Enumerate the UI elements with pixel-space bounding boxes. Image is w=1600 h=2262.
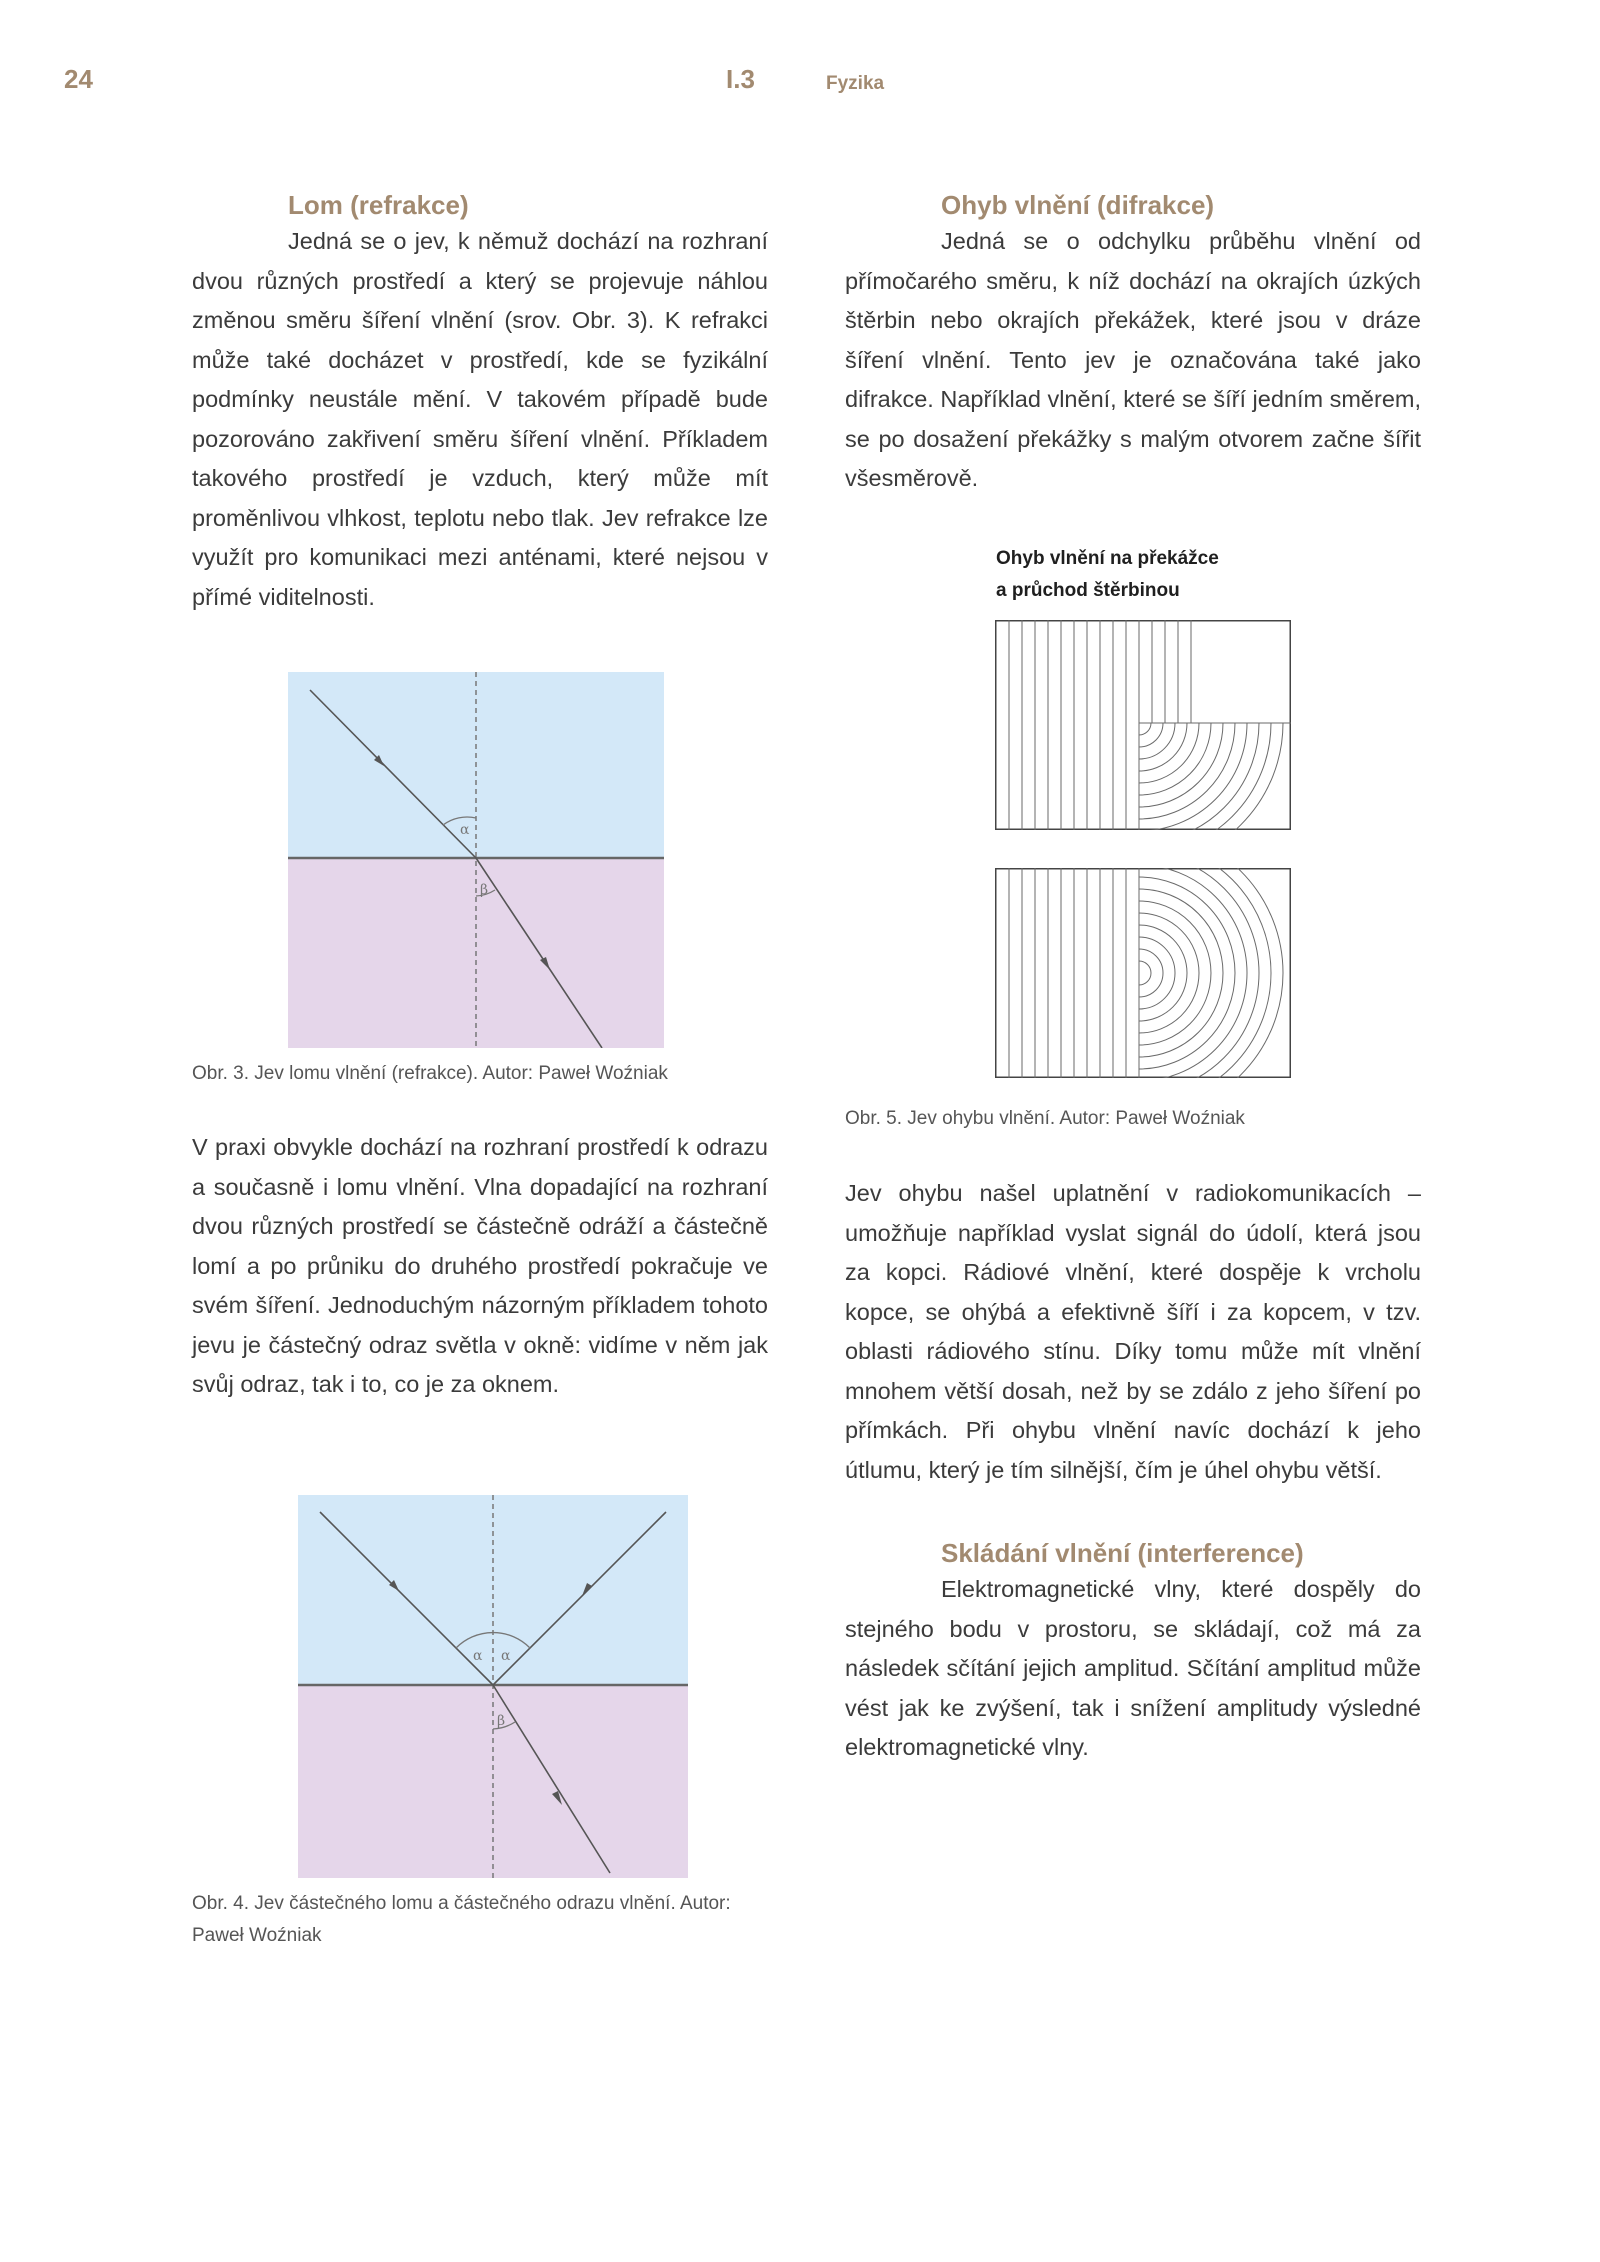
page-number: 24 xyxy=(64,64,93,94)
refraction-paragraph: Jedná se o jev, k němuž dochází na rozhraní dvou různých prostředí a který se projevuje náhlou změnou směru šíření vlnění (srov. Obr. 3). K refrakci může také docházet v prostředí, kde se fyzikální podmínky neustále mění. V takovém případě bude pozorováno zakřivení směru šíření vlnění. Příkladem takového prostředí je vzduch, který může mít proměnlivou vlhkost, teplotu nebo tlak. Jev refrakce lze využít pro komunikaci mezi anténami, které nejsou v přímé viditelnosti. xyxy=(192,228,768,610)
figure-3-caption: Obr. 3. Jev lomu vlnění (refrakce). Autor: Paweł Woźniak xyxy=(192,1063,668,1084)
interference-paragraph: Elektromagnetické vlny, které dospěly do stejného bodu v prostoru, se skládají, což má za následek sčítání jejich amplitud. Sčítání amplitud může vést jak ke zvýšení, tak i snížení amplitudy výsledné elektromagnetické vlny. xyxy=(845,1576,1421,1760)
figure-5-title-line-1: Ohyb vlnění na překážce xyxy=(996,548,1219,569)
figure-4-caption: Obr. 4. Jev částečného lomu a částečného odrazu vlnění. Autor: Paweł Woźniak xyxy=(192,1893,731,1946)
figure-5-caption: Obr. 5. Jev ohybu vlnění. Autor: Paweł Woźniak xyxy=(845,1108,1245,1129)
alpha-right-label: α xyxy=(501,1648,511,1664)
radio-section xyxy=(845,1174,1421,1490)
figure-5-obstacle xyxy=(995,620,1291,830)
figure-5-slit xyxy=(995,868,1291,1078)
practice-section xyxy=(192,1128,768,1405)
interference-title: Skládání vlnění (interference) xyxy=(941,1538,1304,1568)
refraction-section xyxy=(192,188,768,617)
figure-5-title xyxy=(996,543,1219,607)
figure-3-refraction xyxy=(288,672,664,1048)
figure-5-title-line-2: a průchod štěrbinou xyxy=(996,580,1180,601)
alpha-left-label: α xyxy=(473,1648,483,1664)
subject-label: Fyzika xyxy=(826,73,885,94)
diffraction-obstacle-diagram xyxy=(995,620,1291,830)
interference-section xyxy=(845,1536,1421,1768)
refraction-title: Lom (refrakce) xyxy=(288,190,469,220)
beta-label: β xyxy=(497,1713,506,1729)
practice-paragraph: V praxi obvykle dochází na rozhraní prostředí k odrazu a současně i lomu vlnění. Vlna dopadající na rozhraní dvou různých prostředí se částečně odráží a částečně lomí a po průniku do druhého prostředí pokračuje ve svém šíření. Jednoduchým názorným příkladem tohoto jevu je částečný odraz světla v okně: vidíme v něm jak svůj odraz, tak i to, co je za oknem. xyxy=(192,1134,768,1397)
section-number: I.3 xyxy=(726,64,755,94)
figure-4-reflection-refraction xyxy=(298,1495,688,1878)
beta-label: β xyxy=(480,882,489,898)
diffraction-slit-diagram xyxy=(995,868,1291,1078)
radio-paragraph: Jev ohybu našel uplatnění v radiokomunikacích – umožňuje například vyslat signál do údolí, která jsou za kopci. Rádiové vlnění, které dospěje k vrcholu kopce, se ohýbá a efektivně šíří i za kopcem, v tzv. oblasti rádiového stínu. Díky tomu může mít vlnění mnohem větší dosah, než by se zdálo z jeho šíření po přímkách. Při ohybu vlnění navíc dochází k jeho útlumu, který je tím silnější, čím je úhel ohybu větší. xyxy=(845,1180,1421,1483)
diffraction-title: Ohyb vlnění (difrakce) xyxy=(941,190,1215,220)
diffraction-section xyxy=(845,188,1421,499)
alpha-label: α xyxy=(460,822,470,838)
diffraction-paragraph: Jedná se o odchylku průběhu vlnění od přímočarého směru, k níž dochází na okrajích úzkých štěrbin nebo okrajích překážek, které jsou v dráze šíření vlnění. Tento jev je označována také jako difrakce. Například vlnění, které se šíří jedním směrem, se po dosažení překážky s malým otvorem začne šířit všesměrově. xyxy=(845,228,1421,491)
